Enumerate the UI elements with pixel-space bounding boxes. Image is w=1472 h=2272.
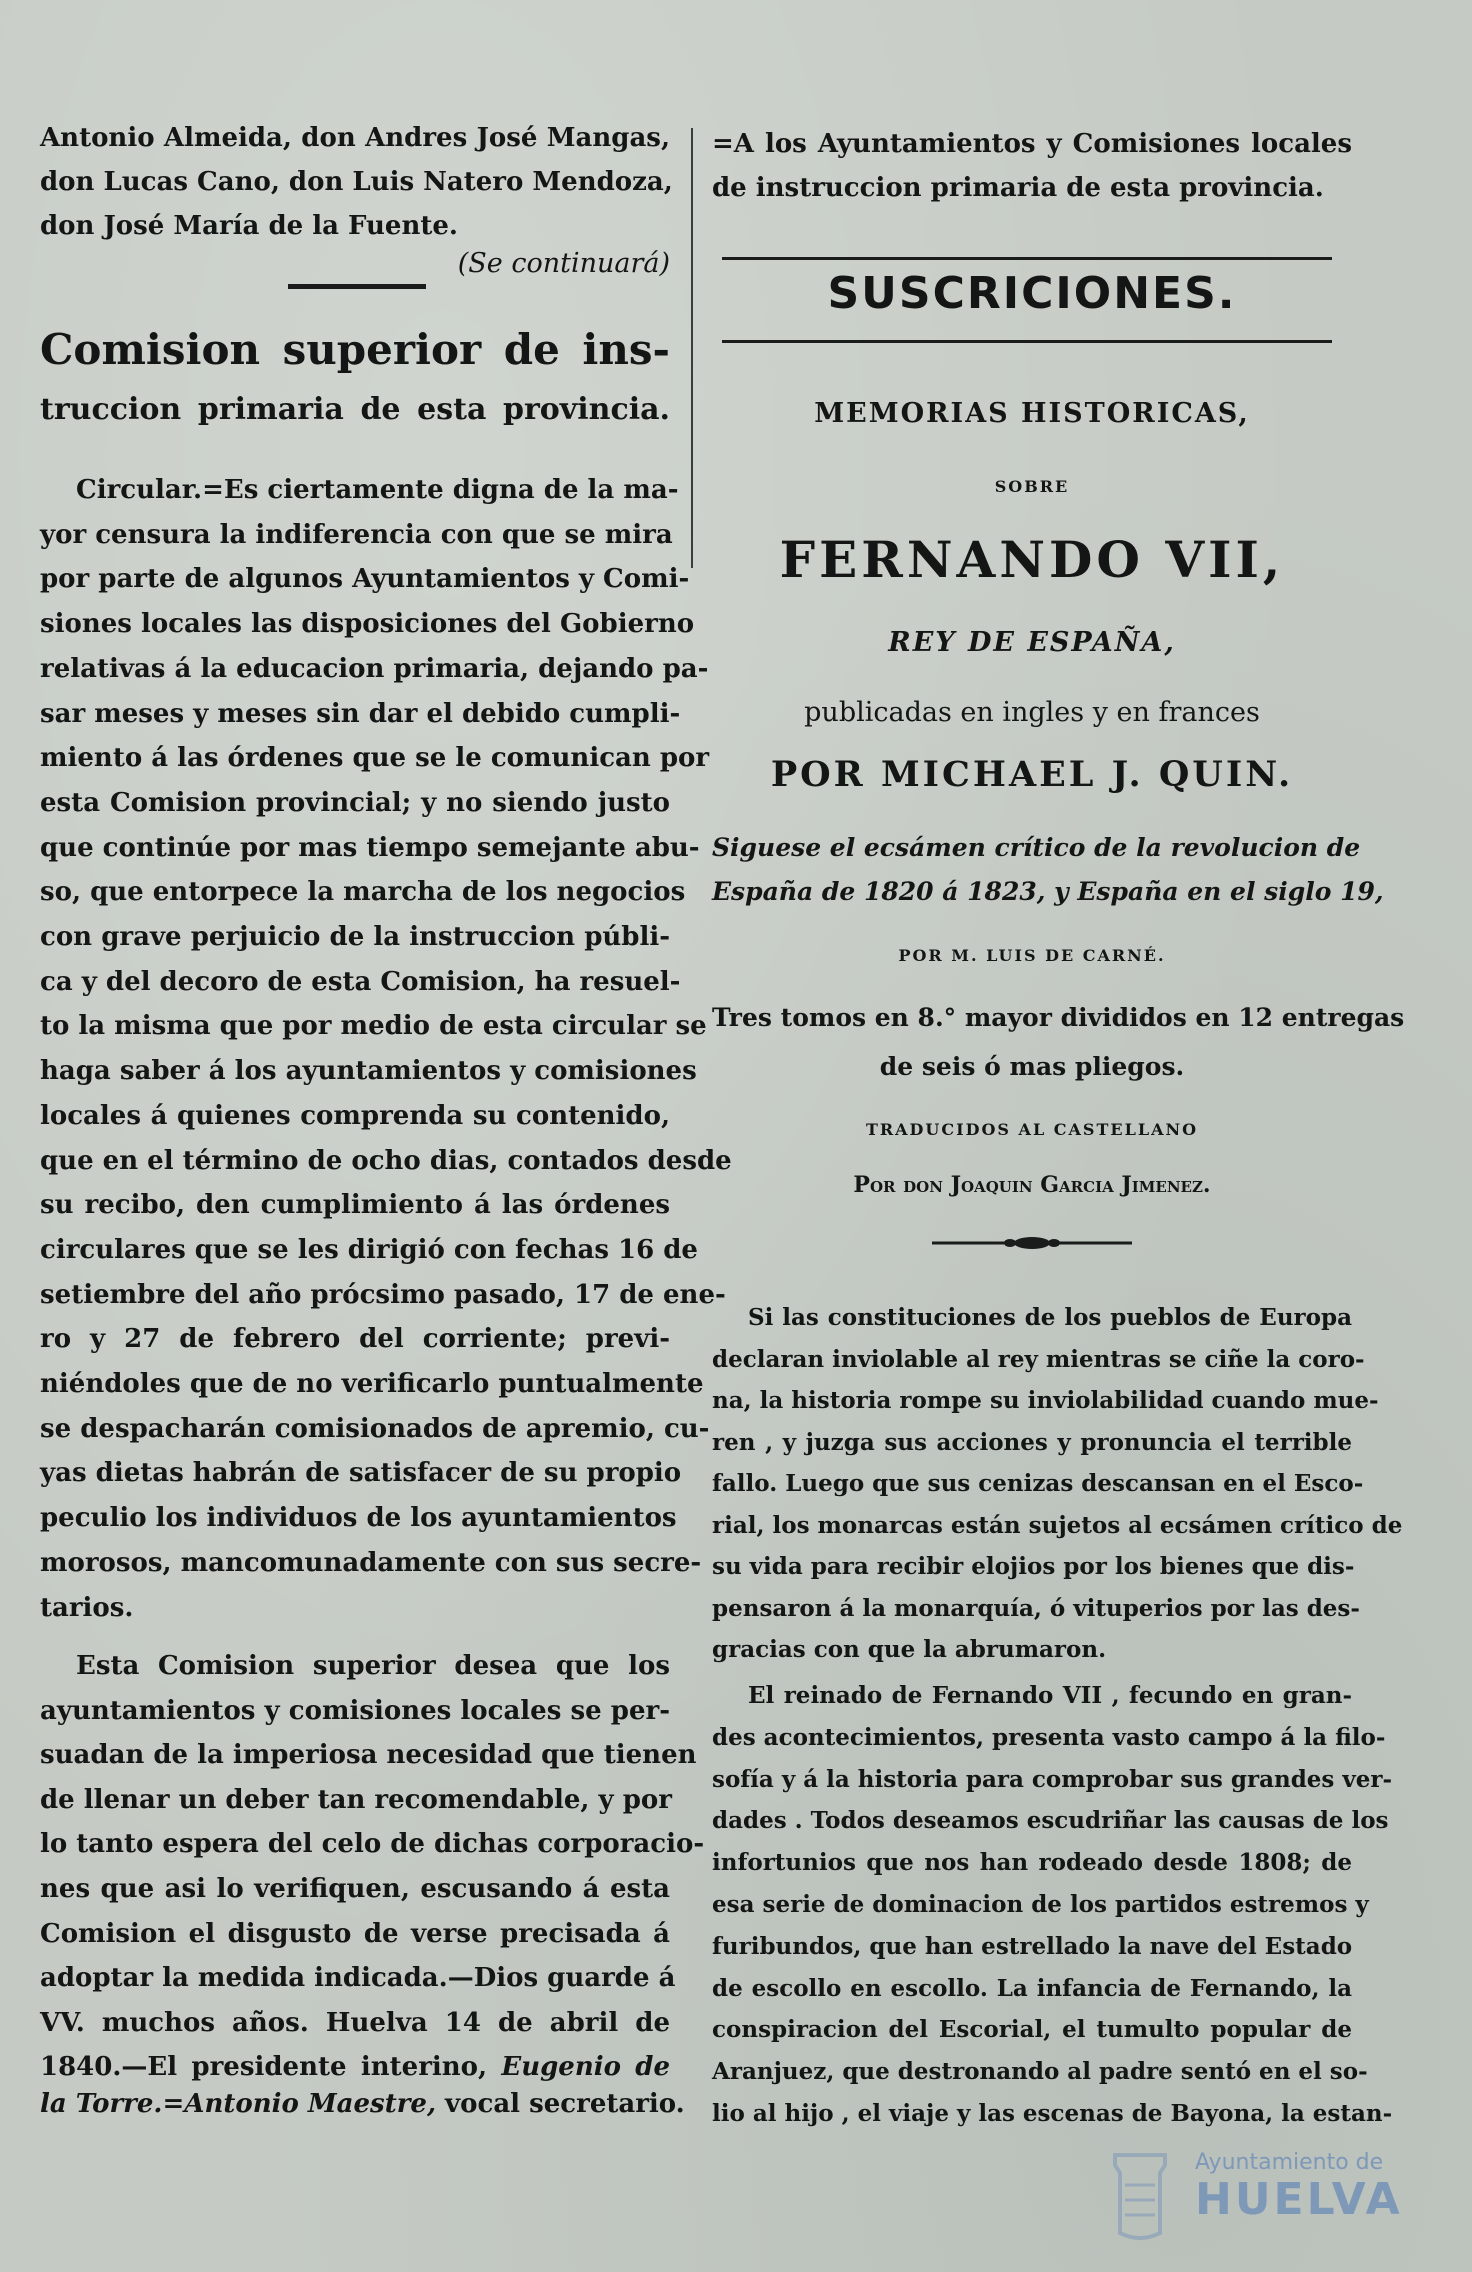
traducidos-line: TRADUCIDOS AL CASTELLANO xyxy=(865,1120,1199,1139)
text-line: ro y 27 de febrero del corriente; previ- xyxy=(40,1324,670,1355)
intro-line: Antonio Almeida, don Andres José Mangas, xyxy=(40,123,670,153)
text-line: des acontecimientos, presenta vasto campo á la filo- xyxy=(712,1723,1386,1751)
text-line: so, que entorpece la marcha de los negocios xyxy=(40,877,686,908)
text-line: de llenar un deber tan recomendable, y por xyxy=(40,1784,672,1815)
presidente-text: 1840.—El presidente interino, xyxy=(40,2052,488,2083)
text-line: Circular.=Es ciertamente digna de la ma- xyxy=(76,475,679,505)
text-line: circulares que se les dirigió con fechas 16 de xyxy=(40,1234,698,1265)
text-line: fallo. Luego que sus cenizas descansan en el Esco- xyxy=(712,1470,1364,1497)
section-subtitle: truccion primaria de esta provincia. xyxy=(40,392,670,427)
sobre-label: SOBRE xyxy=(994,477,1070,496)
intro-line: don José María de la Fuente. xyxy=(40,211,458,241)
text-line: suadan de la imperiosa necesidad que tienen xyxy=(40,1740,697,1771)
text-line: yas dietas habrán de satisfacer de su propio xyxy=(40,1458,682,1489)
text-line: su recibo, den cumplimiento á las órdenes xyxy=(40,1190,670,1221)
address-line: =A los Ayuntamientos y Comisiones locales xyxy=(712,129,1352,159)
text-line: que continúe por mas tiempo semejante abu- xyxy=(40,832,700,863)
text-line xyxy=(40,2051,670,2083)
text-line: Aranjuez, que destronando al padre sentó en el so- xyxy=(712,2058,1368,2086)
text-line: miento á las órdenes que se le comunican por xyxy=(40,743,710,774)
column-divider xyxy=(691,128,693,568)
text-line: gracias con que la abrumaron. xyxy=(712,1636,1107,1663)
continuara-note: (Se continuará) xyxy=(457,248,670,279)
signature-line xyxy=(40,2088,685,2120)
text-line: ca y del decoro de esta Comision, ha resuel- xyxy=(40,966,681,997)
text-line: que en el término de ocho dias, contados desde xyxy=(40,1145,732,1176)
text-line: siones locales las disposiciones del Gobierno xyxy=(40,609,695,640)
text-line: dades . Todos deseamos escudriñar las causas de los xyxy=(712,1807,1389,1835)
watermark-line: Ayuntamiento de xyxy=(1195,2150,1384,2175)
author-line: POR MICHAEL J. QUIN. xyxy=(770,754,1294,795)
memorias-title: MEMORIAS HISTORICAS, xyxy=(814,398,1250,429)
text-line: locales á quienes comprenda su contenido, xyxy=(40,1100,670,1131)
ornament-divider xyxy=(932,1236,1132,1250)
section-divider xyxy=(288,284,426,289)
text-line: infortunios que nos han rodeado desde 1808; de xyxy=(712,1849,1352,1877)
address-line: de instruccion primaria de esta provincia. xyxy=(712,173,1324,203)
text-line: se despacharán comisionados de apremio, cu- xyxy=(40,1413,710,1444)
signature-role: vocal secretario. xyxy=(436,2089,685,2119)
tomos-line: Tres tomos en 8.° mayor divididos en 12 entregas xyxy=(712,1003,1405,1032)
text-line: relativas á la educacion primaria, dejando pa- xyxy=(40,653,709,684)
section-heading: SUSCRICIONES. xyxy=(827,268,1237,319)
text-line: con grave perjuicio de la instruccion públi- xyxy=(40,922,670,952)
left-column xyxy=(40,0,732,2272)
text-line: de escollo en escollo. La infancia de Fernando, la xyxy=(712,1974,1352,2002)
translator-line: Por don Joaquin Garcia Jimenez. xyxy=(853,1172,1211,1198)
signature-name: Antonio Maestre, xyxy=(184,2089,436,2119)
fernando-title: FERNANDO VII, xyxy=(779,530,1285,589)
right-column xyxy=(712,0,1405,2272)
text-line: to la misma que por medio de esta circular se xyxy=(40,1011,707,1042)
text-line: na, la historia rompe su inviolabilidad cuando mue- xyxy=(712,1387,1379,1414)
text-line: esta Comision provincial; y no siendo justo xyxy=(40,787,670,818)
text-line: pensaron á la monarquía, ó vituperios por las des- xyxy=(712,1594,1360,1622)
siguese-line: España de 1820 á 1823, y España en el siglo 19, xyxy=(712,877,1384,906)
carne-line: POR M. LUIS DE CARNÉ. xyxy=(898,946,1166,965)
text-line: adoptar la medida indicada.—Dios guarde á xyxy=(40,1963,676,1994)
text-line: nes que asi lo verifiquen, escusando á esta xyxy=(40,1874,670,1904)
heading-rule-bottom xyxy=(722,340,1332,343)
text-line: declaran inviolable al rey mientras se ciñe la coro- xyxy=(712,1345,1365,1373)
text-line: haga saber á los ayuntamientos y comisiones xyxy=(40,1056,697,1087)
text-line: sar meses y meses sin dar el debido cumpli- xyxy=(40,698,681,729)
text-line: sofía y á la historia para comprobar sus grandes ver- xyxy=(712,1765,1393,1793)
text-line: lo tanto espera del celo de dichas corporacio- xyxy=(40,1829,705,1860)
presidente-line xyxy=(40,2052,670,2082)
rey-subtitle: REY DE ESPAÑA, xyxy=(888,627,1176,658)
text-line: lio al hijo , el viaje y las escenas de Bayona, la estan- xyxy=(712,2100,1393,2127)
text-line: tarios. xyxy=(40,1592,134,1623)
text-line: furibundos, que han estrellado la nave del Estado xyxy=(712,1932,1353,1960)
siguese-line: Siguese el ecsámen crítico de la revolucion de xyxy=(712,833,1361,862)
signature-separator: = xyxy=(162,2089,185,2119)
text-line: niéndoles que de no verificarlo puntualmente xyxy=(40,1369,704,1399)
text-line: morosos, mancomunadamente con sus secre- xyxy=(40,1547,702,1578)
text-line: Si las constituciones de los pueblos de Europa xyxy=(748,1304,1352,1331)
heading-rule-top xyxy=(722,257,1332,260)
text-line: setiembre del año prócsimo pasado, 17 de ene- xyxy=(40,1279,726,1310)
watermark-title: HUELVA xyxy=(1195,2174,1403,2225)
tomos-line: de seis ó mas pliegos. xyxy=(879,1052,1185,1081)
text-line: por parte de algunos Ayuntamientos y Comi- xyxy=(40,564,690,595)
text-line: conspiracion del Escorial, el tumulto popular de xyxy=(712,2016,1352,2044)
text-line: Esta Comision superior desea que los xyxy=(76,1651,670,1681)
text-line: El reinado de Fernando VII , fecundo en gran- xyxy=(748,1682,1352,1709)
text-line: VV. muchos años. Huelva 14 de abril de xyxy=(40,2007,670,2038)
text-line: esa serie de dominacion de los partidos estremos y xyxy=(712,1891,1369,1918)
text-line: ren , y juzga sus acciones y pronuncia el terrible xyxy=(712,1428,1352,1456)
text-line: rial, los monarcas están sujetos al ecsámen crítico de xyxy=(712,1511,1403,1539)
section-title: Comision superior de ins- xyxy=(40,325,670,374)
signature-name: la Torre. xyxy=(40,2089,163,2119)
text-line: ayuntamientos y comisiones locales se per- xyxy=(40,1695,670,1726)
text-line: Comision el disgusto de verse precisada á xyxy=(40,1918,670,1949)
text-line: yor censura la indiferencia con que se mira xyxy=(40,519,673,550)
text-line: su vida para recibir elojios por los bienes que dis- xyxy=(712,1553,1355,1580)
publicadas-line: publicadas en ingles y en frances xyxy=(804,697,1260,728)
text-line: peculio los individuos de los ayuntamientos xyxy=(40,1503,677,1534)
signature-name: Eugenio de xyxy=(501,2052,670,2083)
intro-line: don Lucas Cano, don Luis Natero Mendoza, xyxy=(40,167,673,197)
